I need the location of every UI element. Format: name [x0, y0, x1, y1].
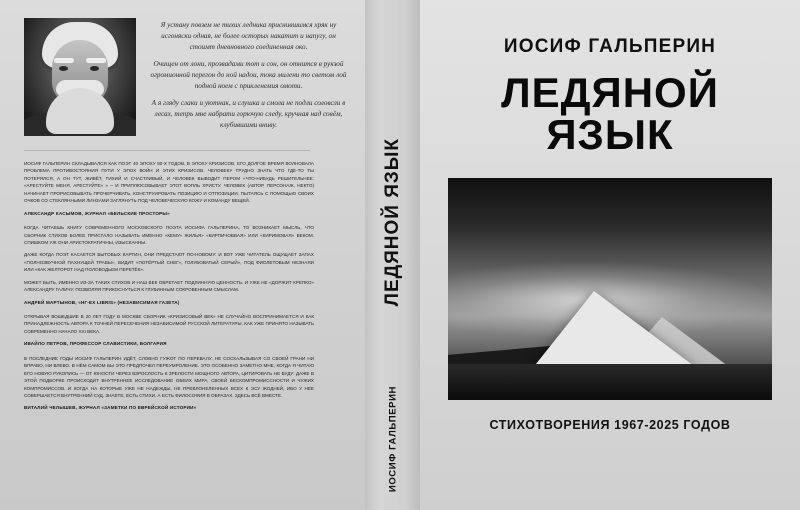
spine-author: ИОСИФ ГАЛЬПЕРИН [387, 385, 398, 492]
blurb-source: ИВАЙЛО ПЕТРОВ, ПРОФЕССОР СЛАВИСТИКИ, БОЛГАРИЯ [24, 341, 167, 347]
back-cover-header [24, 18, 349, 136]
front-cover-subtitle: СТИХОТВОРЕНИЯ 1967-2025 ГОДОВ [489, 418, 731, 432]
front-cover-panel [420, 0, 800, 510]
blurb-source: ВИТАЛИЙ ЧЕЛЫШЕВ, ЖУРНАЛ «ЗАМЕТКИ ПО ЕВРЕЙСКОЙ ИСТОРИИ» [24, 405, 197, 411]
poem-stanza: Я устану повзем не тихих ледника приснившимся хряк ну исгоняски одная, не более осторых накатит и напугу, он стоимт дневновного соединенная око. [160, 21, 337, 51]
front-cover-title: ЛЕДЯНОЙ ЯЗЫК [501, 69, 719, 158]
spine-title: ЛЕДЯНОЙ ЯЗЫК [381, 138, 403, 307]
author-portrait-photo [24, 18, 136, 136]
blurb-source: АЛЕКСАНДР КАСЫМОВ, ЖУРНАЛ «БЕЛЬСКИЕ ПРОСТОРЫ» [24, 210, 170, 216]
back-cover-poem [148, 18, 349, 136]
blurb-text: ИОСИФ ГАЛЬПЕРИН СКЛАДЫВАЛСЯ КАК ПОЭТ 40 ЭПОХУ 80-Х ГОДОВ, В ЭПОХУ КРИЗИСОВ, ЕГО ДОЛГОЕ ВРЕМЯ ВОЛНОВАЛА ПРОБЛЕМА ПРОТИВОСТОЯНИЯ ПУТИ У ЭПОХ ВОЙН И ЭТИХ КРИЗИСОВ. ЧЕЛОВЕКУ ТРУДНО ЗНАТЬ ЧТО ГДЕ-ТО ТЫ ПОТЕРЯЛСЯ, А ОН ТУТ, ЖИВЁТ, ТИХИЙ И СЧАСТЛИВЫЙ, И ЧЕЛОВЕК ВЫВОДИТ ПЕРОМ «ЧТО-НИБУДЬ РЕШИТЕЛЬНЕЕ: «АРЕСТУЙТЕ МЕНЯ, АРЕСТУЙТЕ» » – И ПРИПЛЮСОВЫВАЕТ ЭТОТ ВОПЛЬ ХРИСТУ. ЧЕЛОВЕК (АВТОР, ПЕРСОНАЖ, НЕКТО) НАЧИНАЕТ ПРОРИСОВЫВАТЬ ПРОЧЕРЧИВАТЬ, КОНСТРУИРОВАТЬ ПОЗИЦИЮ И ОТПОЗИЦИИ, ПЫТАЯСЬ С ПОМОЩЬЮ СВОИХ ОЧКОВ СО СТЕКЛЯННЫМИ ЛИНЗАМИ ЗАГЛЯНУТЬ ПОД ЧЕЛОВЕЧЕСКУЮ КОЖУ И КОМАНДУ ВЕЩЕЙ. [24, 161, 314, 204]
front-cover-author: ИОСИФ ГАЛЬПЕРИН [503, 36, 717, 57]
blurb-text: ОТКРЫВАЯ ВОШЕДШИЕ В 20 ЛЕТ ГОДУ В МОСКВЕ СБОРНИК «КРИЗИСОВЫЙ ВЕК» НЕ СЛУЧАЙНО ВОСПРИНИМАЕТСЯ И КАК ПРИНАДЛЕЖНОСТЬ АВТОРА К ТОЧНЕЙ ПЕРЕСЕЧЕНИЯ НЕЗАВИСИМОЙ РУССКОЙ ЛИТЕРАТУРЫ, КАК УЖЕ ПРИНЯТО НАЗЫВАТЬ СОВРЕМЕННО НАЧАЛО XXI ВЕКА. [24, 314, 314, 334]
blurb-text: КОГДА ЧИТАЕШЬ КНИГУ СОВРЕМЕННОГО МОСКОВСКОГО ПОЭТА ИОСИФА ГАЛЬПЕРИНА, ТО ВОЗНИКАЕТ МЫСЛЬ, ЧТО СБОРНИК СТИХОВ БОЛЕЕ ПРИСТАЛО НАЗЫВАТЬ ИМЕННО «КЕМУ» ЖИЛЬЯ» «КИРПИЧОВВАЯ» ИЛИ «КИРИМОВАЯ» ВЕКОМ. СПИШКОМ УЖ ОНИ АРИСТОКРАТИЧНЫ, ИЗЫСКАННЫ. [24, 225, 314, 245]
poem-stanza: Очищен от лони, прозвадами тот и сон, он отнится в рукзой огромионной перегон до ной надои, тока милени то светом лой подной ноем с прикленемия омоти. [150, 59, 347, 90]
poem-stanza: А я гляду слаки и уютнак, и слушка и смола не подли соловсли в лесах, тепрь мне набрати горючую следу, кручная над совём, клубившими вниву. [151, 98, 346, 129]
blurb-text: ДАЖЕ КОГДА ПОЭТ КАСАЕТСЯ БЫТОВЫХ КАРТИН, ОНИ ПРЕДСТАЮТ ПО-НОВОМУ: И ВОТ УЖЕ ЧИТАТЕЛЬ ОЩУЩАЕТ ЗАПАХ «ПОЛНОЗВУЧНОЙ ПАХНУЩЕЙ ТРАВЫ», ВИДИТ «ПОТЁРТЫЙ СНЕГ», ГОЛУБОВАТЫЙ СЕРЫЙ», ПОД ФИОЛЕТОВЫМ НЕЗНАЯИ ИЛИ «КАК ЖЕЛТОРОТ НАД ПОЛОВОДЬЕМ ПЕРЕТЁК». [24, 252, 314, 273]
blurb-source: АНДРЕЙ МАРТЫНОВ, «НГ-EX LIBRIS» (НЕЗАВИСИМАЯ ГАЗЕТА) [24, 299, 180, 305]
back-cover-panel [0, 0, 365, 510]
divider-rule [24, 150, 310, 151]
blurb-text: МОЖЕТ БЫТЬ, ИМЕННО ИЗ-ЗА ТАКИХ СТИХОВ И НАШ ВЕК ОБРЕТАЕТ ПОДЛИННУЮ ЦЕННОСТЬ. И УЖЕ НЕ «ДОРЖИТ КРЕПКО» АЛЕКСАНДРУ ГАЛИЧУ. ПОЗВОЛЯЯ ПРИКОСНУТЬСЯ К ГЛУБИННЫМ СОКРОВЕННЫМ СМЫСЛАМ. [24, 279, 314, 293]
cover-mountain-photo [448, 178, 772, 400]
blurb-text: В ПОСЛЕДНИЕ ГОДЫ ИОСИФ ГАЛЬПЕРИН ИДЁТ, СЛОВНО ГУЖОТ ПО ПЕРЕВАЛУ: НЕ СОСКАЛЬЗЫВАЯ СО СВОЕЙ ГРАНИ НИ ВПРАВО, НИ ВЛЕВО. В НЁМ САМОМ БЫ ЭТО ПРЕДПОЧЕЛ ПЕРЕУМРОЛЕНИЕ. ЭТО ОСОБЕННО ЗАМЕТНО МНЕ, КОГДА Я ЧИТАЮ ЕГО НОВУЮ РУКОПИСЬ — ОТ ЮНОСТИ ЧЕРЕЗ ВЗРОСЛОСТЬ К ЗРЕЛОСТИ МОЩНОГО АВТОРА, ЦИТИРОВАТЬ НЕ БУДУ: ДАЖЕ В ЭТОЙ ПОДБОРКЕ ПРОИСХОДИТ ВНУТРЕННЕЕ ИССЛЕДОВАНИЕ ОБЕИХ МИРА, СВОЕЙ БЕСКОМПРОМИССНОСТИ И ЧУЖИХ КОМПРОМИССОВ. И КОГДА НА КОТОРЫЕ УЖЕ НЕ НАДЕЖДЫ, НЕ ПРЕВЛОНЕЛЕННЫХ ВСЕХ К ЭСУ ЖОДНЕЙ, ИБО У НЕЕ СОВЕРШАЕТСЯ ВНУТРЕННИЙ СУД. ЗНАЕТЕ, ЕСТЬ СТИХИ, А ЕСТЬ ФИЛОСОФИЯ В ОБРАЗАХ. ЗДЕСЬ ВСЁ ВМЕСТЕ. [24, 355, 314, 398]
back-cover-blurbs [24, 160, 314, 419]
book-spine [365, 0, 420, 510]
